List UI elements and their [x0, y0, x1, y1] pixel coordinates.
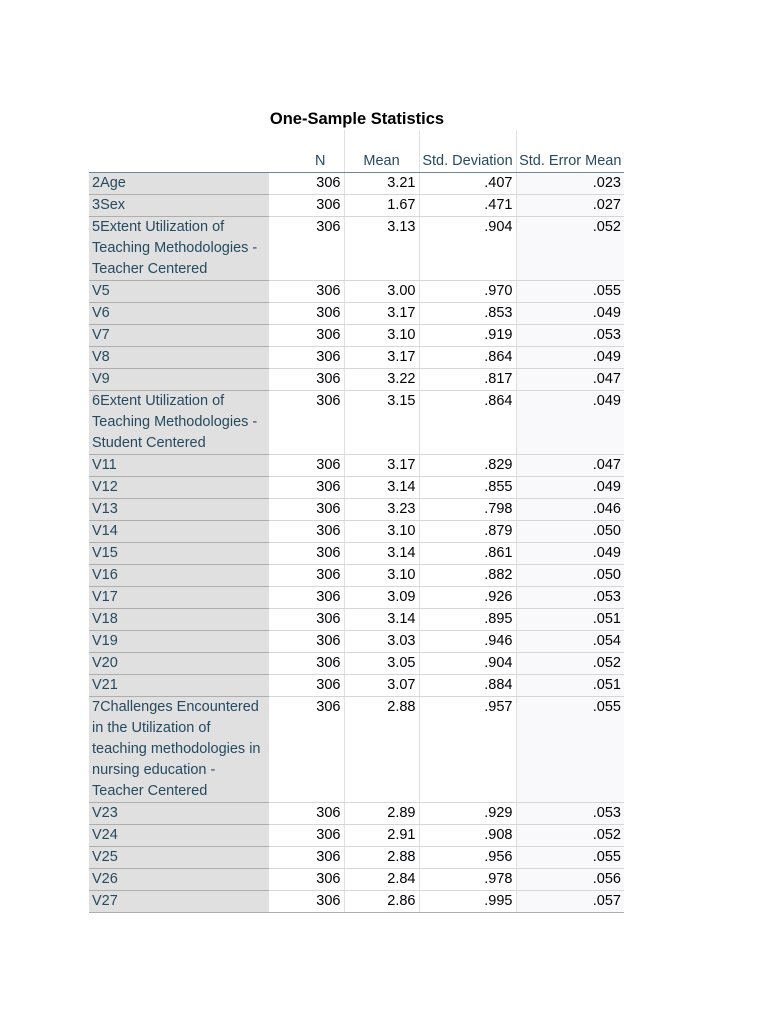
- cell-n: 306: [269, 521, 344, 543]
- table-row: [89, 477, 624, 499]
- cell-std-error-mean: .055: [516, 281, 624, 303]
- cell-std-deviation: .879: [419, 521, 516, 543]
- table-row: [89, 891, 624, 913]
- row-label: V7: [89, 325, 269, 347]
- cell-mean: 3.05: [344, 653, 419, 675]
- cell-std-deviation: .956: [419, 847, 516, 869]
- cell-mean: 1.67: [344, 195, 419, 217]
- cell-mean: 3.23: [344, 499, 419, 521]
- cell-std-deviation: .970: [419, 281, 516, 303]
- table-row: [89, 631, 624, 653]
- table-row: [89, 217, 624, 281]
- cell-std-error-mean: .051: [516, 675, 624, 697]
- cell-mean: 3.10: [344, 565, 419, 587]
- cell-n: 306: [269, 499, 344, 521]
- cell-n: 306: [269, 325, 344, 347]
- cell-mean: 2.88: [344, 847, 419, 869]
- header-std-error-mean: Std. Error Mean: [516, 130, 624, 173]
- table-row: [89, 499, 624, 521]
- cell-std-error-mean: .055: [516, 697, 624, 803]
- table-row: [89, 653, 624, 675]
- cell-std-error-mean: .049: [516, 347, 624, 369]
- row-label: V20: [89, 653, 269, 675]
- cell-mean: 3.00: [344, 281, 419, 303]
- cell-std-deviation: .904: [419, 217, 516, 281]
- row-label: V18: [89, 609, 269, 631]
- cell-n: 306: [269, 477, 344, 499]
- row-label: V23: [89, 803, 269, 825]
- cell-mean: 2.89: [344, 803, 419, 825]
- cell-std-error-mean: .047: [516, 369, 624, 391]
- cell-mean: 3.15: [344, 391, 419, 455]
- cell-std-error-mean: .052: [516, 825, 624, 847]
- cell-mean: 2.91: [344, 825, 419, 847]
- cell-std-deviation: .471: [419, 195, 516, 217]
- table-row: [89, 521, 624, 543]
- cell-std-deviation: .995: [419, 891, 516, 913]
- cell-std-deviation: .957: [419, 697, 516, 803]
- table-row: [89, 173, 624, 195]
- cell-std-deviation: .407: [419, 173, 516, 195]
- table-row: [89, 369, 624, 391]
- cell-std-error-mean: .053: [516, 803, 624, 825]
- row-label: V17: [89, 587, 269, 609]
- header-n: N: [269, 130, 344, 173]
- table-row: [89, 195, 624, 217]
- cell-std-error-mean: .055: [516, 847, 624, 869]
- row-label: V12: [89, 477, 269, 499]
- table-row: [89, 609, 624, 631]
- row-label: V24: [89, 825, 269, 847]
- cell-mean: 3.07: [344, 675, 419, 697]
- row-label: V26: [89, 869, 269, 891]
- cell-std-deviation: .919: [419, 325, 516, 347]
- cell-n: 306: [269, 455, 344, 477]
- cell-n: 306: [269, 697, 344, 803]
- cell-std-deviation: .882: [419, 565, 516, 587]
- cell-std-deviation: .929: [419, 803, 516, 825]
- cell-n: 306: [269, 347, 344, 369]
- cell-n: 306: [269, 891, 344, 913]
- row-label: V11: [89, 455, 269, 477]
- table-body: [89, 173, 624, 913]
- table-row: [89, 565, 624, 587]
- cell-mean: 3.14: [344, 543, 419, 565]
- cell-std-error-mean: .051: [516, 609, 624, 631]
- table-row: [89, 303, 624, 325]
- cell-mean: 3.17: [344, 347, 419, 369]
- cell-std-deviation: .895: [419, 609, 516, 631]
- table-row: [89, 803, 624, 825]
- cell-std-error-mean: .056: [516, 869, 624, 891]
- header-label-column: [89, 130, 269, 173]
- cell-mean: 3.03: [344, 631, 419, 653]
- cell-mean: 2.86: [344, 891, 419, 913]
- row-label: 3Sex: [89, 195, 269, 217]
- cell-n: 306: [269, 369, 344, 391]
- cell-n: 306: [269, 217, 344, 281]
- cell-mean: 3.10: [344, 521, 419, 543]
- cell-std-deviation: .904: [419, 653, 516, 675]
- cell-std-error-mean: .049: [516, 477, 624, 499]
- table-row: [89, 325, 624, 347]
- table-row: [89, 391, 624, 455]
- one-sample-statistics-table: [89, 130, 624, 913]
- cell-mean: 3.09: [344, 587, 419, 609]
- cell-n: 306: [269, 195, 344, 217]
- table-title: One-Sample Statistics: [269, 110, 445, 128]
- row-label: V19: [89, 631, 269, 653]
- cell-mean: 3.13: [344, 217, 419, 281]
- cell-n: 306: [269, 543, 344, 565]
- cell-n: 306: [269, 281, 344, 303]
- table-row: [89, 587, 624, 609]
- cell-n: 306: [269, 173, 344, 195]
- cell-n: 306: [269, 303, 344, 325]
- table-row: [89, 543, 624, 565]
- row-label: V16: [89, 565, 269, 587]
- cell-std-deviation: .855: [419, 477, 516, 499]
- cell-std-error-mean: .049: [516, 303, 624, 325]
- table-row: [89, 847, 624, 869]
- row-label: V13: [89, 499, 269, 521]
- row-label: V25: [89, 847, 269, 869]
- row-label: V6: [89, 303, 269, 325]
- cell-std-error-mean: .049: [516, 543, 624, 565]
- cell-std-deviation: .884: [419, 675, 516, 697]
- cell-std-deviation: .864: [419, 347, 516, 369]
- cell-n: 306: [269, 391, 344, 455]
- cell-mean: 2.84: [344, 869, 419, 891]
- cell-n: 306: [269, 631, 344, 653]
- cell-std-deviation: .864: [419, 391, 516, 455]
- table-row: [89, 697, 624, 803]
- row-label: 2Age: [89, 173, 269, 195]
- cell-n: 306: [269, 869, 344, 891]
- row-label: 5Extent Utilization of Teaching Methodologies - Teacher Centered: [89, 217, 269, 281]
- cell-std-error-mean: .049: [516, 391, 624, 455]
- cell-std-deviation: .926: [419, 587, 516, 609]
- cell-n: 306: [269, 803, 344, 825]
- table-row: [89, 825, 624, 847]
- cell-std-error-mean: .057: [516, 891, 624, 913]
- row-label: V9: [89, 369, 269, 391]
- cell-mean: 3.21: [344, 173, 419, 195]
- cell-mean: 3.10: [344, 325, 419, 347]
- header-std-deviation: Std. Deviation: [419, 130, 516, 173]
- cell-std-deviation: .829: [419, 455, 516, 477]
- cell-n: 306: [269, 565, 344, 587]
- cell-n: 306: [269, 825, 344, 847]
- table-row: [89, 347, 624, 369]
- cell-std-deviation: .817: [419, 369, 516, 391]
- cell-std-deviation: .853: [419, 303, 516, 325]
- cell-std-error-mean: .047: [516, 455, 624, 477]
- cell-std-error-mean: .050: [516, 521, 624, 543]
- row-label: V8: [89, 347, 269, 369]
- table-row: [89, 281, 624, 303]
- cell-std-error-mean: .050: [516, 565, 624, 587]
- cell-std-error-mean: .052: [516, 653, 624, 675]
- cell-n: 306: [269, 609, 344, 631]
- row-label: V14: [89, 521, 269, 543]
- cell-std-error-mean: .053: [516, 587, 624, 609]
- cell-mean: 3.22: [344, 369, 419, 391]
- cell-n: 306: [269, 847, 344, 869]
- row-label: 7Challenges Encountered in the Utilization of teaching methodologies in nursing education - Teacher Centered: [89, 697, 269, 803]
- cell-mean: 3.17: [344, 303, 419, 325]
- cell-mean: 3.17: [344, 455, 419, 477]
- row-label: V21: [89, 675, 269, 697]
- row-label: V5: [89, 281, 269, 303]
- cell-std-error-mean: .052: [516, 217, 624, 281]
- cell-std-error-mean: .027: [516, 195, 624, 217]
- cell-std-error-mean: .054: [516, 631, 624, 653]
- cell-std-error-mean: .053: [516, 325, 624, 347]
- cell-n: 306: [269, 587, 344, 609]
- header-mean: Mean: [344, 130, 419, 173]
- cell-std-deviation: .946: [419, 631, 516, 653]
- cell-n: 306: [269, 675, 344, 697]
- cell-mean: 3.14: [344, 477, 419, 499]
- table-row: [89, 455, 624, 477]
- cell-std-error-mean: .023: [516, 173, 624, 195]
- cell-std-error-mean: .046: [516, 499, 624, 521]
- cell-std-deviation: .978: [419, 869, 516, 891]
- cell-mean: 3.14: [344, 609, 419, 631]
- header-row: [89, 130, 624, 173]
- row-label: 6Extent Utilization of Teaching Methodologies - Student Centered: [89, 391, 269, 455]
- table-row: [89, 675, 624, 697]
- cell-std-deviation: .861: [419, 543, 516, 565]
- cell-n: 306: [269, 653, 344, 675]
- cell-std-deviation: .798: [419, 499, 516, 521]
- row-label: V15: [89, 543, 269, 565]
- table-row: [89, 869, 624, 891]
- row-label: V27: [89, 891, 269, 913]
- cell-mean: 2.88: [344, 697, 419, 803]
- cell-std-deviation: .908: [419, 825, 516, 847]
